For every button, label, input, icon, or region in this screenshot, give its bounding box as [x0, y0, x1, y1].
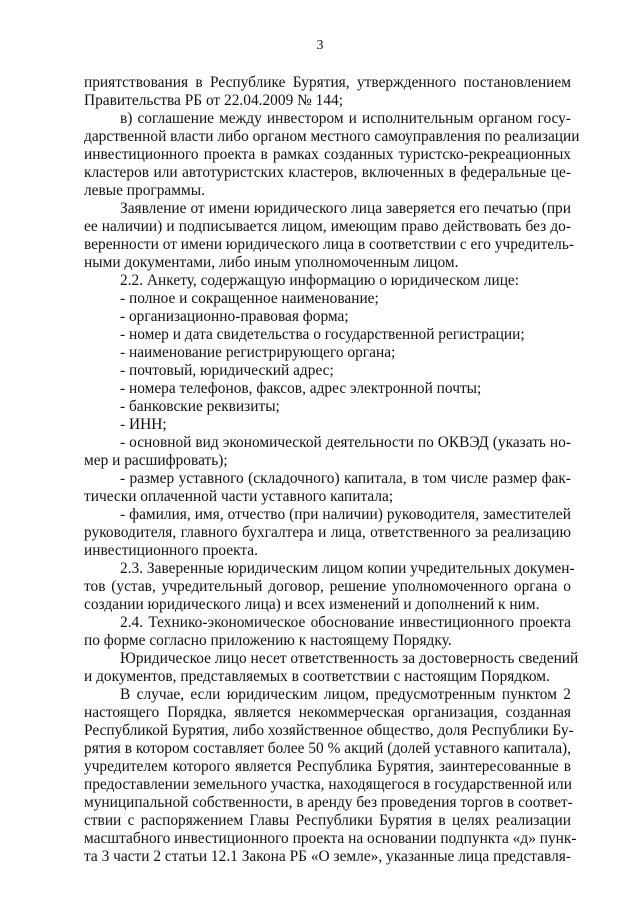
text-line: - номер и дата свидетельства о государственной регистрации; — [120, 326, 525, 343]
text-line: мер и расшифровать); — [84, 452, 228, 469]
text-line: Правительства РБ от 22.04.2009 № 144; — [84, 92, 344, 109]
text-line: - наименование регистрирующего органа; — [120, 344, 396, 361]
text-line: инвестиционного проекта в рамках созданных туристско-рекреационных — [84, 146, 571, 163]
text-line: учредителем которого является Республика Бурятия, заинтересованные в — [84, 758, 571, 775]
text-line: кластеров или автотуристских кластеров, включенных в федеральные це- — [84, 164, 571, 181]
document-body — [84, 74, 580, 866]
text-line: 2.3. Заверенные юридическим лицом копии учредительных докумен- — [120, 560, 575, 577]
text-line: - фамилия, имя, отчество (при наличии) руководителя, заместителей — [120, 506, 571, 523]
text-line: В случае, если юридическим лицом, предусмотренным пунктом 2 — [120, 686, 571, 703]
text-line: та 3 части 2 статьи 12.1 Закона РБ «О земле», указанные лица представля- — [84, 848, 571, 865]
text-line: ее наличии) и подписывается лицом, имеющим право действовать без до- — [84, 218, 571, 235]
text-line: - размер уставного (складочного) капитала, в том числе размер фак- — [120, 470, 571, 487]
text-line: Заявление от имени юридического лица заверяется его печатью (при — [120, 200, 571, 217]
text-line: и документов, представляемых в соответствии с настоящим Порядком. — [84, 668, 550, 685]
text-line: в) соглашение между инвестором и исполнительным органом госу- — [120, 110, 571, 127]
text-line: тически оплаченной части уставного капитала; — [84, 488, 394, 505]
text-line: приятствования в Республике Бурятия, утвержденного постановлением — [84, 74, 571, 91]
text-line: по форме согласно приложению к настоящему Порядку. — [84, 632, 452, 649]
text-line: создании юридического лица) и всех изменений и дополнений к ним. — [84, 596, 540, 613]
page-number: 3 — [316, 38, 324, 53]
text-line: 2.4. Технико-экономическое обоснование инвестиционного проекта — [120, 614, 571, 631]
text-line: муниципальной собственности, в аренду без проведения торгов в соответ- — [84, 794, 573, 811]
text-line: 2.2. Анкету, содержащую информацию о юридическом лице: — [120, 272, 520, 289]
text-line: масштабного инвестиционного проекта на основании подпункта «д» пунк- — [84, 830, 577, 847]
text-line: настоящего Порядка, является некоммерческая организация, созданная — [84, 704, 571, 721]
text-line: ствии с распоряжением Главы Республики Бурятия в целях реализации — [84, 812, 571, 829]
text-line: предоставлении земельного участка, находящегося в государственной или — [84, 776, 572, 793]
text-line: - банковские реквизиты; — [120, 398, 280, 415]
text-line: левые программы. — [84, 182, 205, 199]
text-line: руководителя, главного бухгалтера и лица, ответственного за реализацию — [84, 524, 571, 541]
text-line: - почтовый, юридический адрес; — [120, 362, 334, 379]
text-line: Республикой Бурятия, либо хозяйственное общество, доля Республики Бу- — [84, 722, 574, 739]
text-line: - номера телефонов, факсов, адрес электронной почты; — [120, 380, 482, 397]
text-line: ными документами, либо иным уполномоченным лицом. — [84, 254, 459, 271]
text-line: тов (устав, учредительный договор, решение уполномоченного органа о — [84, 578, 571, 595]
text-line: инвестиционного проекта. — [84, 542, 258, 559]
text-line: Юридическое лицо несет ответственность за достоверность сведений — [120, 650, 579, 667]
text-line: дарственной власти либо органом местного самоуправления по реализации — [84, 128, 580, 145]
text-line: - ИНН; — [120, 416, 167, 433]
text-line: - основной вид экономической деятельности по ОКВЭД (указать но- — [120, 434, 571, 451]
text-line: веренности от имени юридического лица в соответствии с его учредитель- — [84, 236, 575, 253]
text-line: - полное и сокращенное наименование; — [120, 290, 379, 307]
text-line: - организационно-правовая форма; — [120, 308, 349, 325]
text-line: рятия в котором составляет более 50 % акций (долей уставного капитала), — [84, 740, 571, 757]
